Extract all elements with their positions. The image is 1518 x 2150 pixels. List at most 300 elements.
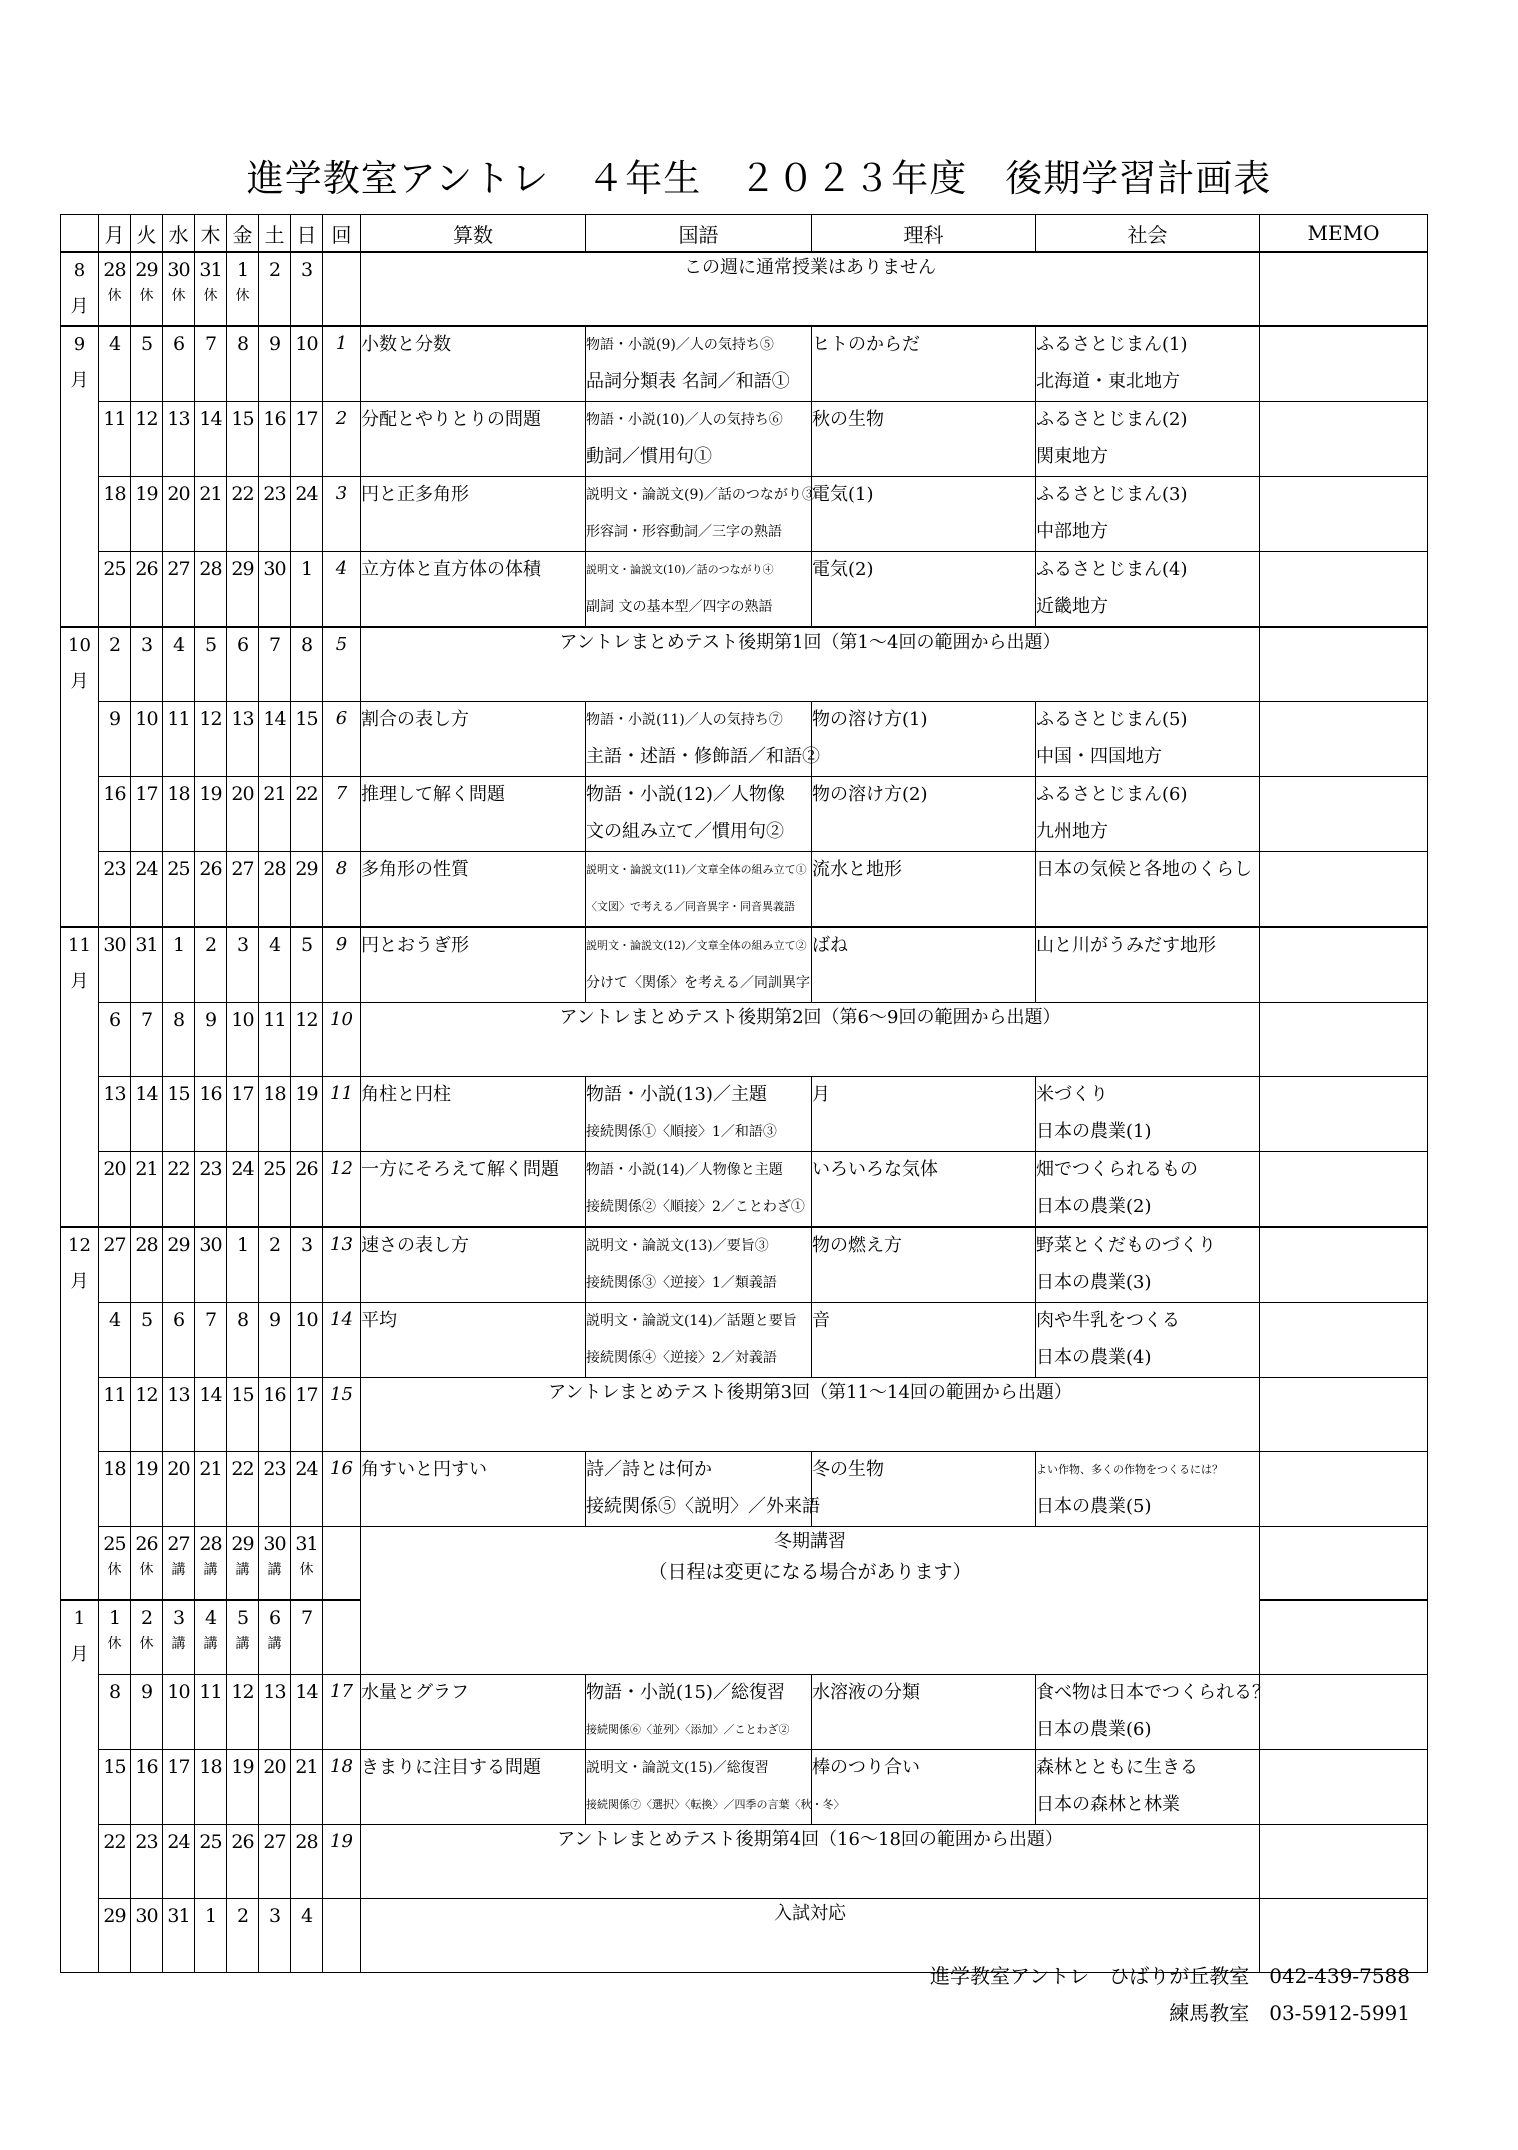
sansu-cell [361, 1227, 586, 1303]
day-header: 日 [291, 215, 323, 253]
rika-line [812, 439, 1035, 476]
date-cell [291, 776, 323, 851]
date-cell [291, 1600, 323, 1674]
date-number: 23 [263, 1457, 286, 1480]
rika-cell [812, 776, 1036, 851]
date-number: 4 [300, 1904, 313, 1927]
date-cell [259, 1749, 291, 1824]
date-status: 講 [203, 1636, 218, 1652]
date-number: 23 [199, 1157, 222, 1180]
date-number: 4 [204, 1607, 217, 1629]
kokugo-line: 物語・小説(11)／人の気持ち⑦ [586, 711, 783, 728]
date-number: 29 [231, 1532, 254, 1555]
date-cell [227, 851, 259, 927]
rika-line: 水溶液の分類 [812, 1681, 920, 1703]
sansu-line [361, 514, 585, 551]
rika-cell [812, 927, 1036, 1003]
date-number: 20 [263, 1755, 286, 1778]
date-cell [227, 1151, 259, 1227]
date-number: 10 [167, 1680, 190, 1703]
date-number: 13 [167, 408, 190, 430]
sansu-line: 角すいと円すい [361, 1458, 487, 1480]
kokugo-cell [586, 1749, 845, 1824]
date-cell [99, 252, 131, 326]
date-cell [291, 477, 323, 552]
rika-line [812, 965, 1035, 1002]
date-cell [99, 701, 131, 776]
week-row [61, 1824, 1428, 1898]
date-number: 31 [167, 1904, 190, 1927]
date-number: 21 [263, 782, 286, 805]
week-row [61, 701, 1428, 776]
date-number: 16 [199, 1082, 222, 1105]
date-number: 16 [103, 782, 126, 805]
date-cell [259, 851, 291, 927]
date-cell [227, 776, 259, 851]
date-cell [227, 701, 259, 776]
date-cell [227, 1674, 259, 1749]
date-cell [227, 252, 259, 326]
shakai-cell [1036, 1302, 1260, 1377]
rika-line [812, 1489, 1035, 1526]
date-cell [195, 927, 227, 1003]
date-cell [195, 1674, 227, 1749]
rika-line: 流水と地形 [812, 858, 902, 880]
date-cell [291, 1898, 323, 1972]
date-status: 講 [235, 1636, 250, 1652]
date-cell [99, 1302, 131, 1377]
memo-cell [1260, 1227, 1428, 1303]
kokugo-cell [586, 552, 812, 628]
date-cell [227, 1749, 259, 1824]
date-number: 9 [108, 707, 121, 730]
date-cell [163, 1898, 195, 1972]
date-number: 11 [167, 707, 190, 730]
date-number: 16 [135, 1755, 158, 1778]
sansu-cell [361, 927, 586, 1003]
date-cell [99, 1749, 131, 1824]
merged-notice: アントレまとめテスト後期第3回（第11～14回の範囲から出題） [361, 1377, 1260, 1451]
date-number: 6 [172, 333, 185, 355]
footer-hibarigaoka: 進学教室アントレ ひばりが丘教室 042-439-7588 [930, 1964, 1410, 1988]
date-cell [163, 1674, 195, 1749]
date-status: 講 [267, 1636, 282, 1652]
winter-course [361, 1526, 1260, 1674]
rika-line [812, 514, 1035, 551]
week-row [61, 776, 1428, 851]
month-label: 月 [70, 970, 89, 992]
date-number: 30 [263, 558, 286, 580]
memo-cell [1260, 1377, 1428, 1451]
rika-line: 棒のつり合い [812, 1756, 920, 1778]
sansu-line: 小数と分数 [361, 334, 451, 355]
week-row [61, 1749, 1428, 1824]
date-number: 30 [103, 933, 126, 956]
date-status: 講 [235, 1561, 250, 1578]
date-number: 30 [135, 1904, 158, 1927]
week-row [61, 1151, 1428, 1227]
date-number: 14 [199, 408, 222, 430]
kokugo-line: 物語・小説(15)／総復習 [586, 1681, 785, 1703]
date-number: 8 [300, 634, 313, 656]
date-cell [99, 1526, 131, 1600]
page-title: 進学教室アントレ ４年生 ２０２３年度 後期学習計画表 [246, 157, 1272, 200]
date-cell [291, 552, 323, 628]
date-cell [163, 701, 195, 776]
date-number: 11 [199, 1680, 222, 1703]
date-cell [163, 1824, 195, 1898]
shakai-line: 日本の気候と各地のくらし [1036, 858, 1252, 880]
sansu-cell [361, 1749, 586, 1824]
date-cell [227, 627, 259, 701]
sansu-line: 立方体と直方体の体積 [361, 559, 541, 580]
date-number: 29 [231, 558, 254, 580]
memo-cell [1260, 927, 1428, 1003]
kokugo-cell [586, 1151, 812, 1227]
shakai-cell [1036, 776, 1260, 851]
date-cell [259, 326, 291, 402]
day-header: 火 [131, 215, 163, 253]
kokugo-cell [586, 1227, 812, 1303]
date-number: 20 [167, 1457, 190, 1480]
lesson-number: 14 [323, 1302, 361, 1377]
date-number: 5 [236, 1607, 249, 1629]
lesson-number: 16 [323, 1451, 361, 1526]
shakai-cell [1036, 851, 1260, 927]
lesson-number: 6 [323, 701, 361, 776]
kokugo-cell [586, 1302, 812, 1377]
date-cell [163, 1526, 195, 1600]
date-cell [99, 1674, 131, 1749]
kai-header: 回 [323, 215, 361, 253]
kokugo-cell [586, 1076, 812, 1151]
shakai-line: 畑でつくられるもの [1036, 1158, 1198, 1180]
kokugo-line: 接続関係⑦〈選択〉〈転換〉／四季の言葉〈秋・冬〉 [586, 1797, 845, 1811]
date-number: 28 [263, 857, 286, 880]
date-number: 25 [167, 857, 190, 880]
date-status: 講 [171, 1561, 186, 1578]
date-number: 28 [199, 558, 222, 580]
kokugo-line: 品詞分類表 名詞／和語① [586, 371, 790, 392]
date-number: 8 [172, 1008, 185, 1031]
sansu-header: 算数 [361, 215, 586, 253]
date-status: 休 [203, 288, 218, 304]
date-number: 26 [199, 857, 222, 880]
shakai-line: 肉や牛乳をつくる [1036, 1309, 1180, 1331]
sansu-line [361, 1114, 585, 1151]
sansu-line: 速さの表し方 [361, 1234, 469, 1256]
date-number: 20 [167, 483, 190, 505]
date-number: 21 [135, 1157, 158, 1180]
shakai-line: 中国・四国地方 [1036, 745, 1162, 767]
date-cell [99, 552, 131, 628]
date-cell [227, 1076, 259, 1151]
date-cell [195, 252, 227, 326]
sansu-cell [361, 477, 586, 552]
kokugo-line: 説明文・論説文(15)／総復習 [586, 1759, 769, 1776]
lesson-number: 2 [323, 402, 361, 477]
rika-line: 物の溶け方(2) [812, 783, 928, 805]
kokugo-line: 〈文図〉で考える／同音異字・同音異義語 [586, 899, 795, 913]
kokugo-cell [586, 326, 812, 402]
date-number: 27 [167, 558, 190, 580]
kokugo-cell [586, 1451, 820, 1526]
rika-header: 理科 [812, 215, 1036, 253]
rika-line: いろいろな気体 [812, 1158, 938, 1180]
shakai-header: 社会 [1036, 215, 1260, 253]
date-number: 10 [135, 707, 158, 730]
date-number: 20 [103, 1157, 126, 1180]
month-cell [61, 627, 99, 927]
date-number: 8 [236, 1308, 249, 1331]
memo-cell [1260, 1302, 1428, 1377]
lesson-number: 5 [323, 627, 361, 701]
date-number: 5 [140, 333, 153, 355]
date-cell [99, 1824, 131, 1898]
month-cell [61, 927, 99, 1227]
date-number: 22 [167, 1157, 190, 1180]
day-header: 水 [163, 215, 195, 253]
date-number: 12 [199, 707, 222, 730]
sansu-cell [361, 1076, 586, 1151]
date-cell [163, 326, 195, 402]
date-status: 休 [139, 288, 154, 304]
date-cell [227, 1600, 259, 1674]
sansu-line: きまりに注目する問題 [361, 1756, 541, 1778]
date-number: 4 [108, 1308, 121, 1331]
shakai-cell [1036, 1227, 1260, 1303]
date-number: 13 [103, 1082, 126, 1105]
date-cell [163, 1227, 195, 1303]
memo-cell [1260, 627, 1428, 701]
date-cell [131, 552, 163, 628]
rika-line: 物の溶け方(1) [812, 708, 928, 730]
date-cell [259, 1600, 291, 1674]
date-number: 15 [103, 1755, 126, 1778]
memo-cell [1260, 1076, 1428, 1151]
date-cell [195, 1076, 227, 1151]
date-number: 1 [108, 1607, 121, 1629]
date-number: 29 [135, 259, 158, 281]
shakai-cell [1036, 552, 1260, 628]
date-cell [259, 552, 291, 628]
date-number: 28 [135, 1233, 158, 1256]
kokugo-header: 国語 [586, 215, 812, 253]
shakai-line: ふるさとじまん(5) [1036, 708, 1188, 730]
date-number: 26 [135, 558, 158, 580]
shakai-cell [1036, 1749, 1260, 1824]
sansu-line: 角柱と円柱 [361, 1083, 451, 1105]
memo-cell [1260, 477, 1428, 552]
rika-line: 冬の生物 [812, 1458, 884, 1480]
memo-header: MEMO [1260, 215, 1428, 253]
date-number: 9 [268, 333, 281, 355]
date-number: 3 [300, 259, 313, 281]
date-cell [99, 1377, 131, 1451]
date-cell [259, 1227, 291, 1303]
date-number: 7 [204, 333, 217, 355]
day-header: 月 [99, 215, 131, 253]
date-number: 27 [167, 1532, 190, 1555]
kokugo-line: 文の組み立て／慣用句② [586, 820, 784, 842]
date-cell [227, 1302, 259, 1377]
sansu-cell [361, 1302, 586, 1377]
day-header: 金 [227, 215, 259, 253]
rika-line [812, 364, 1035, 401]
shakai-line: 食べ物は日本でつくられる？ [1036, 1681, 1270, 1703]
date-cell [291, 1377, 323, 1451]
date-number: 21 [199, 483, 222, 505]
sansu-line: 分配とやりとりの問題 [361, 409, 541, 430]
kokugo-line: 主語・述語・修飾語／和語② [586, 745, 820, 767]
lesson-number: 3 [323, 477, 361, 552]
date-number: 30 [199, 1233, 222, 1256]
date-number: 24 [135, 857, 158, 880]
date-cell [291, 1002, 323, 1076]
rika-line [812, 1189, 1035, 1226]
date-number: 10 [231, 1008, 254, 1031]
rika-cell [812, 1076, 1036, 1151]
date-number: 23 [263, 483, 286, 505]
date-number: 28 [295, 1830, 318, 1853]
date-number: 12 [135, 408, 158, 430]
date-cell [163, 552, 195, 628]
date-cell [259, 1151, 291, 1227]
lesson-number: 12 [323, 1151, 361, 1227]
date-cell [163, 851, 195, 927]
date-cell [163, 477, 195, 552]
date-number: 31 [295, 1532, 318, 1555]
date-cell [291, 627, 323, 701]
rika-line [812, 739, 1035, 776]
date-number: 19 [135, 1457, 158, 1480]
rika-cell [812, 1451, 1036, 1526]
date-number: 12 [295, 1008, 318, 1031]
date-cell [131, 1526, 163, 1600]
date-cell [131, 701, 163, 776]
lesson-number: 15 [323, 1377, 361, 1451]
date-cell [227, 927, 259, 1003]
date-cell [163, 1302, 195, 1377]
sansu-line: 多角形の性質 [361, 858, 469, 880]
sansu-line [361, 965, 585, 1002]
date-cell [131, 1002, 163, 1076]
date-number: 1 [204, 1904, 217, 1927]
week-row [61, 1526, 1428, 1600]
date-number: 14 [295, 1680, 318, 1703]
sansu-line: 一方にそろえて解く問題 [361, 1158, 559, 1180]
shakai-cell [1036, 1451, 1260, 1526]
date-cell [99, 326, 131, 402]
date-status: 休 [107, 1636, 122, 1652]
date-number: 10 [295, 1308, 318, 1331]
date-number: 13 [263, 1680, 286, 1703]
sansu-line: 円と正多角形 [361, 484, 469, 505]
memo-cell [1260, 326, 1428, 402]
date-cell [291, 252, 323, 326]
date-number: 31 [135, 933, 158, 956]
date-number: 3 [268, 1904, 281, 1927]
kokugo-line: 物語・小説(9)／人の気持ち⑤ [586, 337, 774, 353]
shakai-line: 日本の農業(6) [1036, 1718, 1152, 1740]
month-cell [61, 1600, 99, 1972]
rika-line [812, 1787, 1035, 1824]
date-cell [195, 1749, 227, 1824]
month-number: 10 [68, 635, 91, 656]
memo-cell [1260, 1600, 1428, 1674]
date-number: 17 [231, 1082, 254, 1105]
date-number: 17 [295, 1383, 318, 1406]
date-number: 13 [167, 1383, 190, 1406]
rika-line: 音 [812, 1309, 830, 1331]
kokugo-cell [586, 851, 812, 927]
sansu-cell [361, 701, 586, 776]
date-cell [131, 1824, 163, 1898]
shakai-line: 日本の農業(4) [1036, 1346, 1152, 1368]
sansu-line: 推理して解く問題 [361, 783, 505, 805]
date-number: 11 [263, 1008, 286, 1031]
kokugo-line: 説明文・論説文(11)／文章全体の組み立て① [586, 862, 807, 876]
shakai-line: ふるさとじまん(2) [1036, 409, 1188, 430]
shakai-line: ふるさとじまん(6) [1036, 783, 1188, 805]
date-cell [227, 1824, 259, 1898]
shakai-line: 米づくり [1036, 1083, 1108, 1105]
date-status: 休 [107, 288, 122, 304]
date-number: 9 [268, 1308, 281, 1331]
shakai-cell [1036, 1076, 1260, 1151]
date-number: 5 [204, 634, 217, 656]
merged-notice: アントレまとめテスト後期第1回（第1～4回の範囲から出題） [361, 627, 1260, 701]
shakai-line: 北海道・東北地方 [1036, 371, 1180, 392]
rika-cell [812, 1749, 1036, 1824]
date-cell [163, 252, 195, 326]
rika-line: 物の燃え方 [812, 1234, 902, 1256]
date-cell [259, 701, 291, 776]
winter-course-title: 冬期講習 [774, 1530, 846, 1552]
date-number: 25 [103, 1532, 126, 1555]
header-row [61, 215, 1428, 253]
date-status: 講 [203, 1561, 218, 1578]
sansu-line: 水量とグラフ [361, 1681, 469, 1703]
memo-cell [1260, 552, 1428, 628]
date-cell [163, 1151, 195, 1227]
date-cell [131, 1674, 163, 1749]
date-cell [259, 402, 291, 477]
rika-line [812, 1114, 1035, 1151]
lesson-number: 18 [323, 1749, 361, 1824]
date-number: 28 [199, 1532, 222, 1555]
rika-cell [812, 326, 1036, 402]
shakai-cell [1036, 1151, 1260, 1227]
date-number: 2 [204, 933, 217, 956]
shakai-line: 山と川がうみだす地形 [1036, 934, 1216, 956]
month-number: 9 [73, 334, 86, 355]
rika-line: 月 [812, 1083, 830, 1105]
date-number: 19 [199, 782, 222, 805]
month-cell [61, 1227, 99, 1601]
footer-nerima: 練馬教室 03-5912-5991 [1169, 2001, 1410, 2025]
date-number: 24 [231, 1157, 254, 1180]
month-number: 8 [73, 260, 86, 281]
date-cell [99, 927, 131, 1003]
date-cell [259, 1898, 291, 1972]
date-number: 17 [167, 1755, 190, 1778]
date-cell [99, 1898, 131, 1972]
memo-cell [1260, 701, 1428, 776]
date-number: 7 [140, 1008, 153, 1031]
date-number: 16 [263, 408, 286, 430]
date-cell [131, 1898, 163, 1972]
